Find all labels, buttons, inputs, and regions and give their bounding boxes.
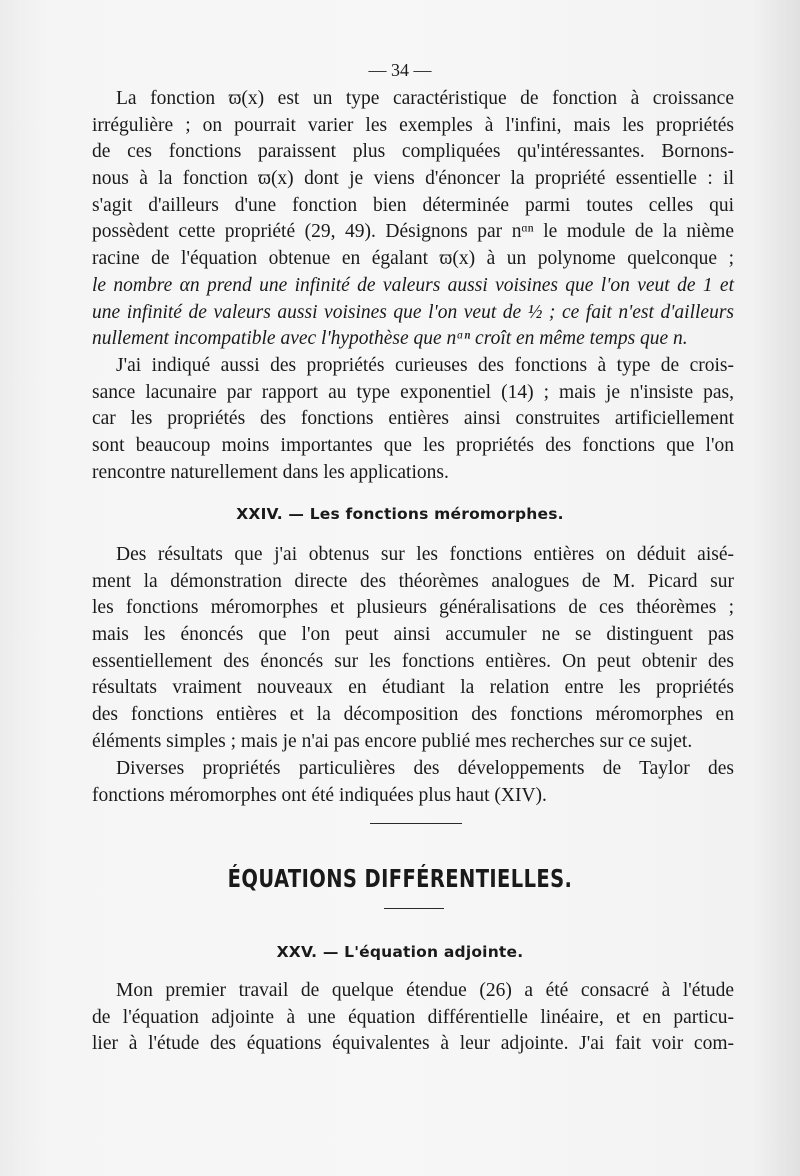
text-line: sont beaucoup moins importantes que les propriétés des fonctions que l'on [92, 435, 734, 457]
text-line: J'ai indiqué aussi des propriétés curieuses des fonctions à type de crois- [116, 355, 734, 376]
text-line: le nombre αn prend une infinité de valeurs aussi voisines que l'on veut de 1 et [92, 274, 734, 296]
section-heading-xxv: XXV. — L'équation adjointe. [276, 943, 524, 961]
text-line: de ces fonctions paraissent plus compliquées qu'intéressantes. Bornons- [92, 141, 734, 163]
text-line: fonctions méromorphes ont été indiquées plus haut (XIV). [92, 784, 547, 806]
text-line: nullement incompatible avec l'hypothèse que nᵅⁿ croît en même temps que n. [92, 328, 688, 350]
section-heading-xxiv: XXIV. — Les fonctions méromorphes. [236, 505, 564, 523]
text-line: lier à l'étude des équations équivalentes à leur adjointe. J'ai fait voir com- [92, 1033, 734, 1055]
text-line: de l'équation adjointe à une équation différentielle linéaire, et en particu- [92, 1006, 734, 1028]
text-line: mais les énoncés que l'on peut ainsi accumuler ne se distinguent pas [92, 624, 734, 646]
text-line: ment la démonstration directe des théorèmes analogues de M. Picard sur [92, 570, 734, 592]
paragraph-1 [92, 86, 734, 353]
text-line: Des résultats que j'ai obtenus sur les fonctions entières on déduit aisé- [116, 544, 734, 565]
text-line: car les propriétés des fonctions entières ainsi construites artificiellement [92, 408, 734, 430]
page-number: — 34 — [368, 60, 432, 80]
text-line: s'agit d'ailleurs d'une fonction bien déterminée parmi toutes celles qui [92, 194, 734, 216]
text-line: essentiellement des énoncés sur les fonctions entières. On peut obtenir des [92, 650, 734, 672]
text-line: possèdent cette propriété (29, 49). Désignons par nᵅⁿ le module de la nième [92, 221, 734, 243]
text-line: Mon premier travail de quelque étendue (26) a été consacré à l'étude [116, 980, 734, 1001]
paragraph-5 [92, 978, 734, 1058]
text-line: une infinité de valeurs aussi voisines que l'on veut de ½ ; ce fait n'est d'ailleurs [92, 301, 734, 323]
text-line: nous à la fonction ϖ(x) dont je viens d'énoncer la propriété essentielle : il [92, 168, 734, 190]
paragraph-4 [92, 756, 734, 809]
text-line: La fonction ϖ(x) est un type caractéristique de fonction à croissance [116, 88, 734, 109]
chapter-title: ÉQUATIONS DIFFÉRENTIELLES. [227, 864, 573, 893]
paragraph-2 [92, 353, 734, 486]
text-line: les fonctions méromorphes et plusieurs généralisations de ces théorèmes ; [92, 597, 734, 619]
text-line: irrégulière ; on pourrait varier les exemples à l'infini, mais les propriétés [92, 114, 734, 136]
text-line: sance lacunaire par rapport au type exponentiel (14) ; mais je n'insiste pas, [92, 381, 734, 403]
text-line: des fonctions entières et la décomposition des fonctions méromorphes en [92, 704, 734, 726]
text-line: rencontre naturellement dans les applications. [92, 461, 449, 483]
text-line: éléments simples ; mais je n'ai pas encore publié mes recherches sur ce sujet. [92, 730, 693, 752]
text-line: racine de l'équation obtenue en égalant ϖ(x) à un polynome quelconque ; [92, 248, 734, 270]
title-underline [384, 908, 444, 909]
text-line: Diverses propriétés particulières des développements de Taylor des [116, 758, 734, 779]
paragraph-3 [92, 542, 734, 756]
divider-rule [370, 823, 462, 824]
text-line: résultats vraiment nouveaux en étudiant la relation entre les propriétés [92, 677, 734, 699]
